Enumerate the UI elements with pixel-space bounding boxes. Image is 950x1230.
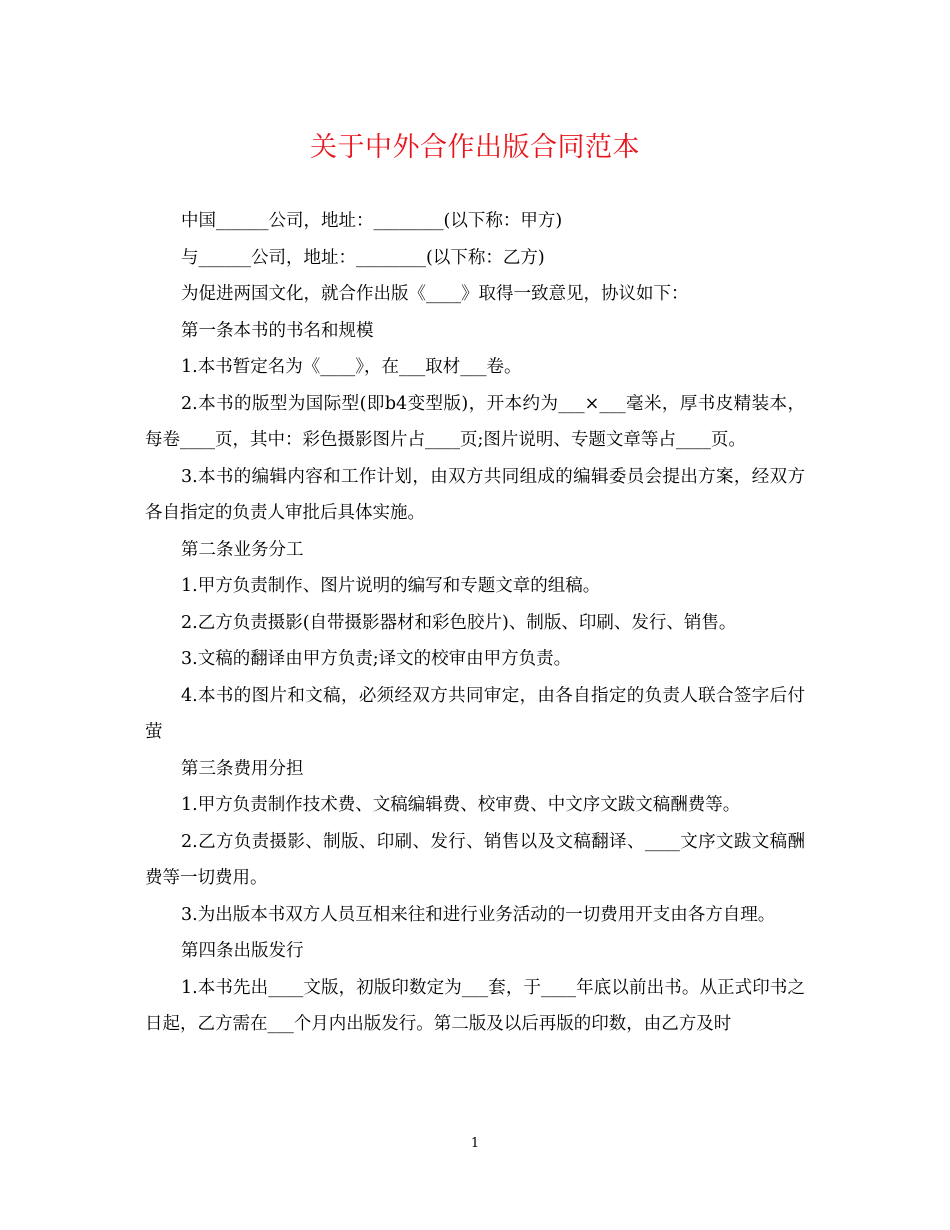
article-3-clause-1: 1.甲方负责制作技术费、文稿编辑费、校审费、中文序文跋文稿酬费等。 (181, 795, 741, 815)
preamble: 为促进两国文化，就合作出版《____》取得一致意见，协议如下： (181, 284, 689, 304)
article-2-clause-1: 1.甲方负责制作、图片说明的编写和专题文章的组稿。 (181, 576, 601, 596)
article-4-heading: 第四条出版发行 (181, 941, 304, 961)
article-3-clause-2: 2.乙方负责摄影、制版、印刷、发行、销售以及文稿翻译、____文序文跋文稿酬费等一切费用。 (145, 831, 805, 888)
article-2-clause-3: 3.文稿的翻译由甲方负责;译文的校审由甲方负责。 (181, 649, 572, 669)
party-a-line: 中国______公司，地址：________(以下称：甲方) (181, 211, 563, 231)
article-1-heading: 第一条本书的书名和规模 (181, 320, 374, 341)
article-3-clause-3: 3.为出版本书双方人员互相来往和进行业务活动的一切费用开支由各方自理。 (181, 904, 776, 925)
party-b-line: 与______公司，地址：________(以下称：乙方) (181, 247, 545, 268)
article-4-clause-1: 1.本书先出____文版，初版印数定为___套，于____年底以前出书。从正式印书之日起，乙方需在___个月内出版发行。第二版及以后再版的印数，由乙方及时 (145, 977, 805, 1034)
article-1-clause-1: 1.本书暂定名为《____》，在___取材___卷。 (181, 357, 522, 377)
article-2-clause-2: 2.乙方负责摄影(自带摄影器材和彩色胶片)、制版、印刷、发行、销售。 (181, 612, 737, 633)
document-body (145, 203, 805, 1043)
article-3-heading: 第三条费用分担 (181, 758, 304, 779)
article-1-clause-3: 3.本书的编辑内容和工作计划，由双方共同组成的编辑委员会提出方案，经双方各自指定的负责人审批后具体实施。 (145, 466, 805, 523)
article-2-heading: 第二条业务分工 (181, 539, 304, 560)
article-2-clause-4: 4.本书的图片和文稿，必须经双方共同审定，由各自指定的负责人联合签字后付萤 (145, 685, 805, 742)
article-1-clause-2: 2.本书的版型为国际型(即b4变型版)，开本约为___×___毫米，厚书皮精装本，每卷____页，其中：彩色摄影图片占____页;图片说明、专题文章等占____页。 (145, 393, 805, 450)
document-title: 关于中外合作出版合同范本 (310, 132, 640, 163)
page-number: 1 (470, 1136, 480, 1151)
